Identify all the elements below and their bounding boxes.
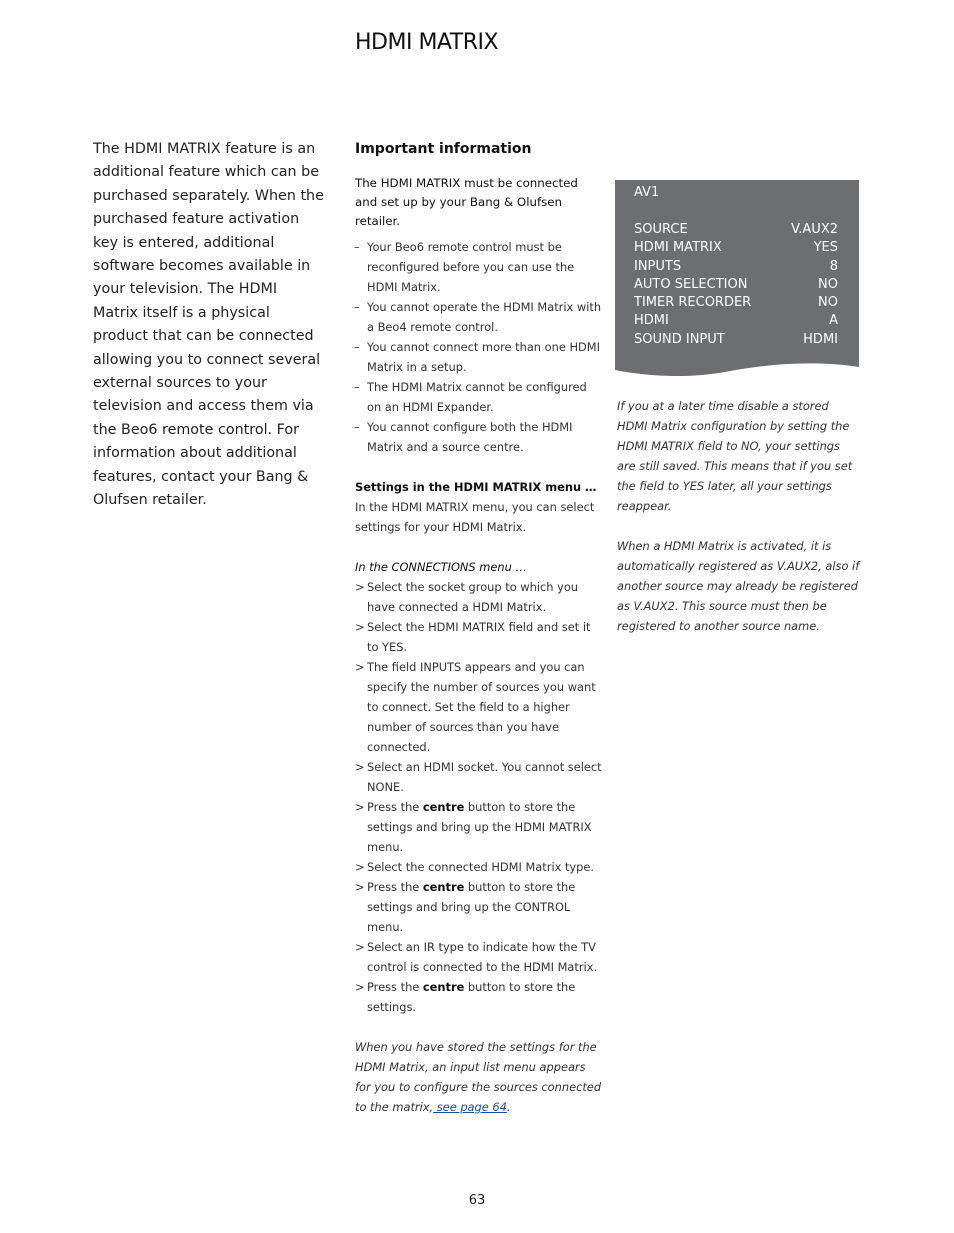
step-text: Select the socket group to which you have connected a HDMI Matrix. [367, 580, 579, 614]
important-heading: Important information [355, 141, 532, 157]
list-item [355, 937, 603, 977]
list-item [355, 237, 603, 297]
arrow-marker: > [355, 760, 365, 774]
settings-note [355, 1037, 603, 1117]
list-item [355, 577, 603, 617]
arrow-marker: > [355, 940, 365, 954]
page-number: 63 [468, 1193, 486, 1208]
side-note: When a HDMI Matrix is activated, it is automatically registered as V.AUX2, also if another source may already be registered as V.AUX2. This source must then be registered to another source name. [617, 539, 860, 633]
list-item [355, 657, 603, 757]
arrow-marker: > [355, 620, 365, 634]
bullet-text: Your Beo6 remote control must be reconfigured before you can use the HDMI Matrix. [367, 240, 575, 294]
step-text: Select the connected HDMI Matrix type. [367, 860, 595, 874]
dash-marker: – [354, 300, 360, 314]
dash-marker: – [354, 240, 360, 254]
menu-row-sound-input [634, 331, 838, 349]
dash-marker: – [354, 380, 360, 394]
menu-rows [634, 221, 838, 349]
menu-row-value: HDMI [803, 331, 838, 347]
menu-row-label: AUTO SELECTION [634, 276, 748, 292]
centre-button-label: centre [422, 980, 465, 994]
important-lead: The HDMI MATRIX must be connected and set up by your Bang & Olufsen retailer. [355, 176, 578, 228]
settings-heading: Settings in the HDMI MATRIX menu … [355, 480, 597, 494]
note-text: When you have stored the settings for the HDMI Matrix, an input list menu appears for you to configure the sources connected to the matrix, [355, 1040, 602, 1114]
step-text: Press the [367, 880, 423, 894]
step-text: Press the [367, 980, 423, 994]
list-item [355, 337, 603, 377]
list-item [355, 377, 603, 417]
menu-row-label: SOURCE [634, 222, 688, 237]
dash-marker: – [354, 340, 360, 354]
settings-text: In the HDMI MATRIX menu, you can select settings for your HDMI Matrix. [355, 500, 595, 534]
menu-row-label: INPUTS [634, 258, 682, 274]
arrow-marker: > [355, 980, 365, 994]
step-text: Select an HDMI socket. You cannot select NONE. [367, 760, 602, 794]
step-text: Press the [367, 800, 423, 814]
list-item [355, 417, 603, 457]
bullet-text: You cannot connect more than one HDMI Matrix in a setup. [367, 340, 600, 374]
side-note: If you at a later time disable a stored HDMI Matrix configuration by setting the HDMI MATRIX field to NO, your settings are still saved. This means that if you set the field to YES later, all your settings reappear. [617, 399, 853, 513]
menu-row-label: HDMI [634, 313, 669, 329]
menu-row-hdmi [634, 312, 838, 330]
menu-row-value: NO [818, 276, 838, 292]
side-notes [617, 396, 861, 656]
arrow-marker: > [355, 580, 365, 594]
step-text: Select the HDMI MATRIX field and set it to YES. [367, 620, 591, 654]
bullet-text: You cannot configure both the HDMI Matrix and a source centre. [367, 420, 573, 454]
connections-heading: In the CONNECTIONS menu … [355, 560, 527, 574]
step-text: The field INPUTS appears and you can specify the number of sources you want to connect. Set the field to a higher number of sources than you have connected. [367, 660, 596, 754]
step-text: button to store the settings and bring up the HDMI MATRIX menu. [367, 800, 592, 854]
step-text: button to store the settings. [367, 980, 576, 1014]
menu-row-auto-selection [634, 276, 838, 294]
menu-row-label: SOUND INPUT [634, 331, 725, 347]
list-item [355, 797, 603, 857]
arrow-marker: > [355, 860, 365, 874]
list-item [355, 617, 603, 657]
menu-title: AV1 [634, 185, 660, 200]
arrow-marker: > [355, 880, 365, 894]
list-item [355, 757, 603, 797]
bullet-text: The HDMI Matrix cannot be configured on an HDMI Expander. [367, 380, 587, 414]
menu-row-hdmi-matrix [634, 239, 838, 257]
see-page-link[interactable]: see page 64 [433, 1100, 507, 1114]
list-item [355, 297, 603, 337]
menu-row-inputs [634, 258, 838, 276]
page-title: HDMI MATRIX [355, 30, 499, 55]
menu-row-value: 8 [829, 258, 838, 274]
dash-marker: – [354, 420, 360, 434]
menu-row-timer-recorder [634, 294, 838, 312]
important-bullet-list [355, 237, 603, 457]
note-period: . [506, 1100, 511, 1114]
list-item [355, 857, 603, 877]
step-text: Select an IR type to indicate how the TV control is connected to the HDMI Matrix. [367, 940, 598, 974]
steps-list [355, 577, 603, 1017]
list-item [355, 977, 603, 1017]
centre-button-label: centre [422, 880, 465, 894]
menu-row-value: YES [813, 240, 838, 256]
menu-row-label: HDMI MATRIX [634, 240, 722, 256]
step-text: button to store the settings and bring up the CONTROL menu. [367, 880, 576, 934]
arrow-marker: > [355, 660, 365, 674]
intro-paragraph: The HDMI MATRIX feature is an additional feature which can be purchased separately. When the purchased feature activation key is entered, additional software becomes available in your television. The HDMI Matrix itself is a physical product that can be connected allowing you to connect several external sources to your television and access them via the Beo6 remote control. For information about additional features, contact your Bang & Olufsen retailer. [93, 141, 324, 509]
bullet-text: You cannot operate the HDMI Matrix with a Beo4 remote control. [367, 300, 602, 334]
menu-row-label: TIMER RECORDER [634, 295, 752, 311]
menu-row-value: A [829, 313, 838, 329]
centre-button-label: centre [422, 800, 465, 814]
menu-row-source [634, 221, 838, 239]
important-column [355, 138, 603, 1117]
menu-row-value: V.AUX2 [791, 222, 838, 237]
list-item [355, 877, 603, 937]
arrow-marker: > [355, 800, 365, 814]
av1-menu-panel [615, 180, 859, 380]
menu-row-value: NO [818, 295, 838, 311]
